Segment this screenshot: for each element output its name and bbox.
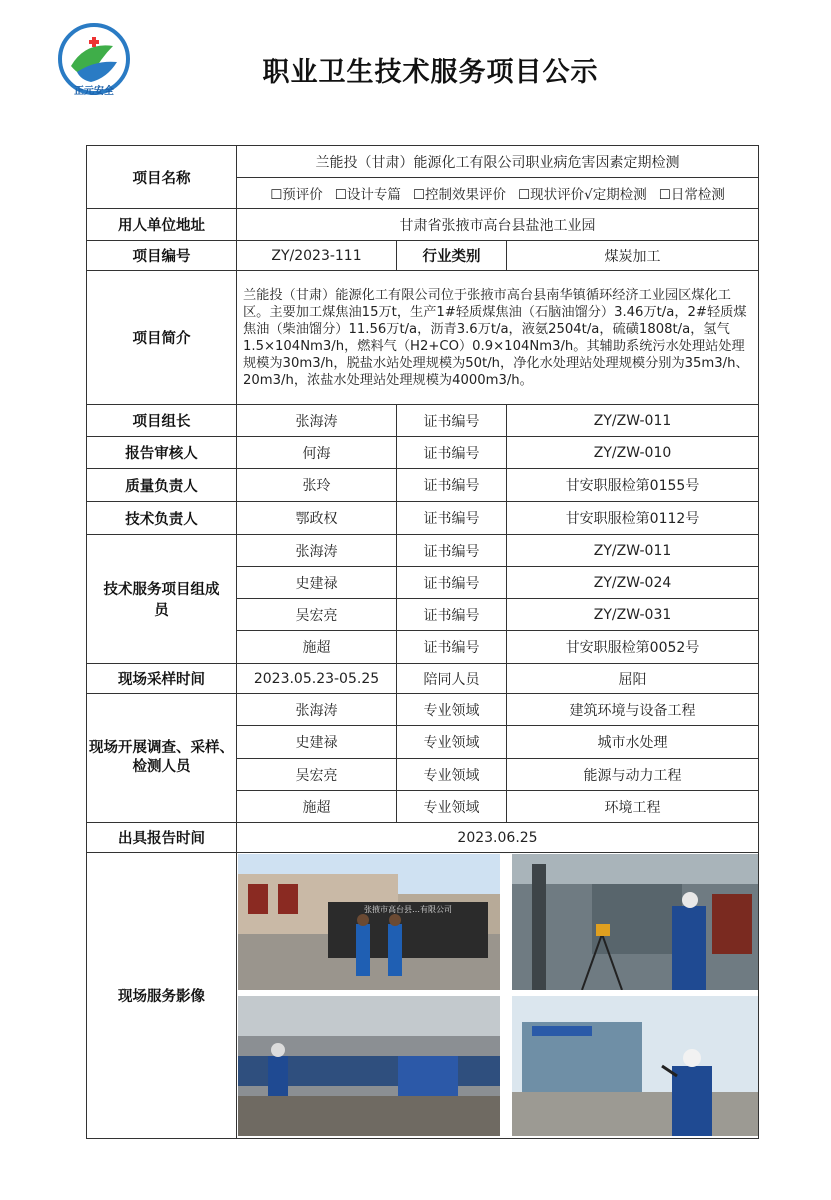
- survey-staff-label: 现场开展调查、采样、 检测人员: [87, 694, 237, 823]
- technical-name: 鄂政权: [237, 502, 397, 535]
- field-label: 专业领域: [397, 791, 507, 823]
- service-type-options: [237, 178, 759, 209]
- intro-label: 项目简介: [87, 271, 237, 405]
- member-name: 施超: [237, 631, 397, 664]
- report-time: 2023.06.25: [237, 823, 759, 853]
- leader-name: 张海涛: [237, 405, 397, 437]
- technical-label: 技术负责人: [87, 502, 237, 535]
- photos-cell: [237, 853, 759, 1139]
- industry-value: 煤炭加工: [507, 241, 759, 271]
- member-name: 吴宏亮: [237, 599, 397, 631]
- industry-label: 行业类别: [397, 241, 507, 271]
- option-pre-assessment: ☐预评价: [270, 187, 323, 203]
- photo-sign-text: 张掖市高台县…有限公司: [364, 905, 452, 914]
- photos-label: 现场服务影像: [87, 853, 237, 1139]
- photo-site-entrance: [238, 854, 500, 990]
- photo-sampling-indoor: [512, 854, 759, 990]
- project-no-value: ZY/2023-111: [237, 241, 397, 271]
- project-name-label: 项目名称: [87, 146, 237, 209]
- member-name: 张海涛: [237, 535, 397, 567]
- survey-field: 能源与动力工程: [507, 759, 759, 791]
- option-daily: ☐日常检测: [658, 187, 725, 203]
- reviewer-cert: ZY/ZW-010: [507, 437, 759, 469]
- cert-label: 证书编号: [397, 437, 507, 469]
- cert-label: 证书编号: [397, 631, 507, 664]
- field-label: 专业领域: [397, 694, 507, 726]
- option-periodic: ☐现状评价√定期检测: [518, 187, 647, 203]
- field-label: 专业领域: [397, 759, 507, 791]
- survey-field: 建筑环境与设备工程: [507, 694, 759, 726]
- survey-name: 史建禄: [237, 726, 397, 759]
- option-design: ☐设计专篇: [334, 187, 401, 203]
- project-no-label: 项目编号: [87, 241, 237, 271]
- quality-label: 质量负责人: [87, 469, 237, 502]
- photo-outdoor-sampling: [512, 996, 759, 1136]
- quality-cert: 甘安职服检第0155号: [507, 469, 759, 502]
- field-label: 专业领域: [397, 726, 507, 759]
- leader-label: 项目组长: [87, 405, 237, 437]
- member-cert: ZY/ZW-024: [507, 567, 759, 599]
- technical-cert: 甘安职服检第0112号: [507, 502, 759, 535]
- reviewer-name: 何海: [237, 437, 397, 469]
- member-cert: 甘安职服检第0052号: [507, 631, 759, 664]
- member-cert: ZY/ZW-011: [507, 535, 759, 567]
- members-label: 技术服务项目组成员: [87, 535, 237, 664]
- cert-label: 证书编号: [397, 535, 507, 567]
- sampling-time-label: 现场采样时间: [87, 664, 237, 694]
- survey-name: 施超: [237, 791, 397, 823]
- accompany-name: 屈阳: [507, 664, 759, 694]
- cert-label: 证书编号: [397, 599, 507, 631]
- sampling-time: 2023.05.23-05.25: [237, 664, 397, 694]
- intro-text: 兰能投（甘肃）能源化工有限公司位于张掖市高台县南华镇循环经济工业园区煤化工区。主要加工煤焦油15万t，生产1#轻质煤焦油（石脑油馏分）3.46万t/a，2#轻质煤焦油（柴油馏分）11.56万t/a，沥青3.6万t/a，液氨2504t/a，硫磺1808t/a，氢气1.5×104Nm3/h，燃料气（H2+CO）0.9×104Nm3/h。其辅助系统污水处理站处理规模为30m3/h，脱盐水站处理规模为50t/h，净化水处理站处理规模分别为35m3/h、20m3/h，浓盐水处理站处理规模为4000m3/h。: [237, 271, 759, 405]
- quality-name: 张玲: [237, 469, 397, 502]
- project-name: 兰能投（甘肃）能源化工有限公司职业病危害因素定期检测: [237, 146, 759, 178]
- report-time-label: 出具报告时间: [87, 823, 237, 853]
- member-cert: ZY/ZW-031: [507, 599, 759, 631]
- survey-name: 吴宏亮: [237, 759, 397, 791]
- option-control-effect: ☐控制效果评价: [412, 187, 507, 203]
- address-label: 用人单位地址: [87, 209, 237, 241]
- cert-label: 证书编号: [397, 567, 507, 599]
- photo-grid: [237, 853, 758, 1137]
- survey-name: 张海涛: [237, 694, 397, 726]
- member-name: 史建禄: [237, 567, 397, 599]
- photo-pump-room: [238, 996, 500, 1136]
- accompany-label: 陪同人员: [397, 664, 507, 694]
- address-value: 甘肃省张掖市高台县盐池工业园: [237, 209, 759, 241]
- cert-label: 证书编号: [397, 469, 507, 502]
- logo-text: 正元安全: [74, 86, 114, 97]
- page-title: 职业卫生技术服务项目公示: [262, 57, 599, 88]
- leader-cert: ZY/ZW-011: [507, 405, 759, 437]
- survey-field: 环境工程: [507, 791, 759, 823]
- survey-field: 城市水处理: [507, 726, 759, 759]
- reviewer-label: 报告审核人: [87, 437, 237, 469]
- project-table: [86, 145, 759, 1139]
- cert-label: 证书编号: [397, 502, 507, 535]
- cert-label: 证书编号: [397, 405, 507, 437]
